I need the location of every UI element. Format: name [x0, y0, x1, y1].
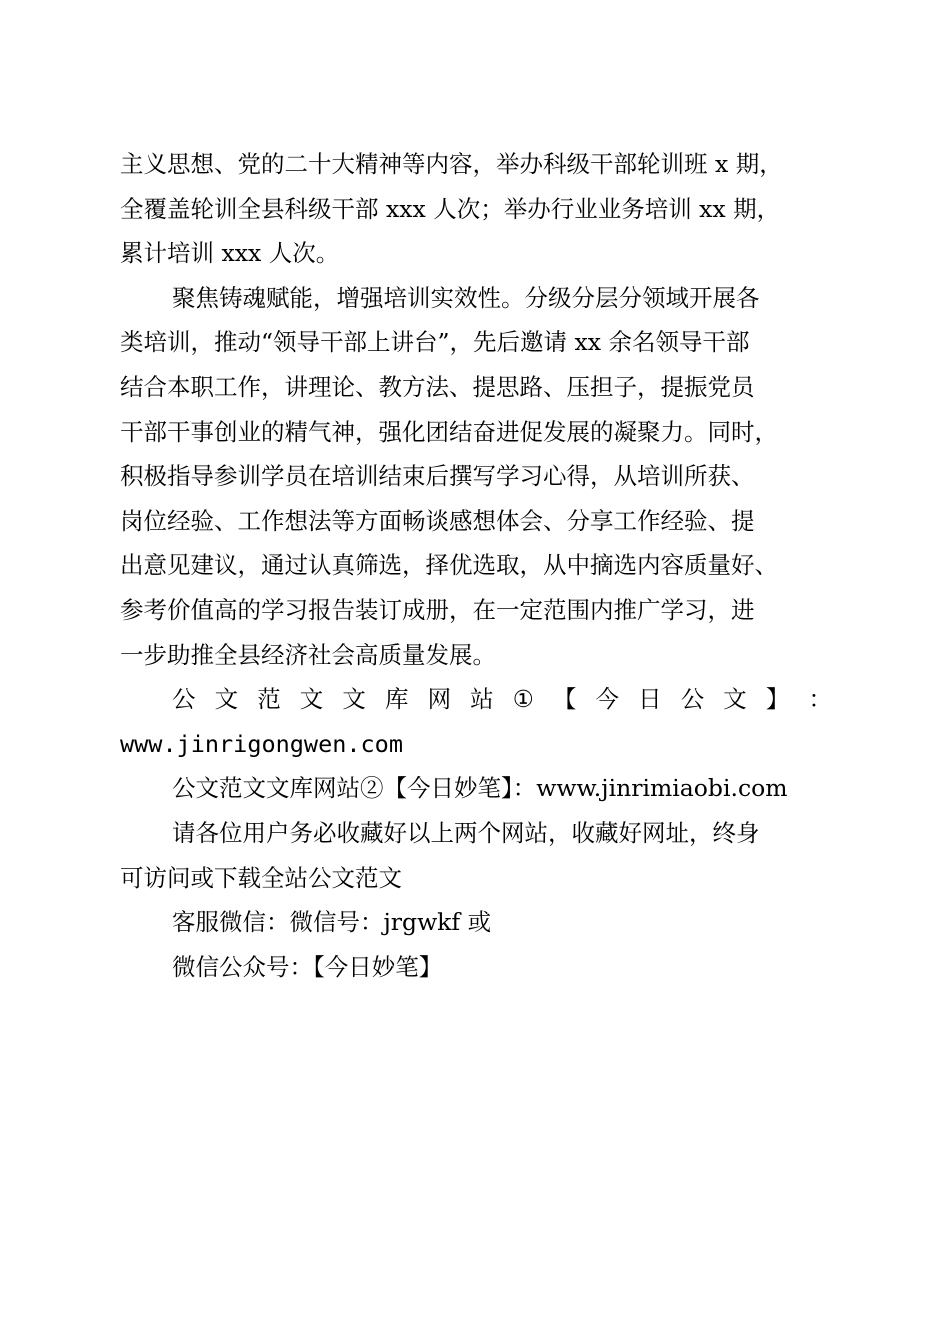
text-line: 主义思想、党的二十大精神等内容，举办科级干部轮训班 x 期，	[120, 150, 783, 178]
paragraph-official-account: 微信公众号：【今日妙笔】	[172, 952, 443, 981]
heading-char: 网	[427, 685, 452, 714]
paragraph-service-wechat: 客服微信：微信号：jrgwkf 或	[172, 908, 492, 937]
text-line: 干部干事创业的精气神，强化团结奋进促发展的凝聚力。同时，	[120, 417, 778, 446]
heading-char: 文	[299, 685, 324, 714]
text-line: 结合本职工作，讲理论、教方法、提思路、压担子，提振党员	[120, 372, 755, 401]
paragraph-site-one	[120, 677, 832, 766]
text-line: 可访问或下载全站公文范文	[120, 863, 402, 892]
text-line: 一步助推全县经济社会高质量发展。	[120, 640, 496, 669]
document-body	[120, 142, 832, 989]
site-one-url: www.jinrigongwen.com	[120, 729, 403, 758]
heading-char: 文	[723, 685, 747, 714]
text-line: 聚焦铸魂赋能，增强培训实效性。分级分层分领域开展各	[172, 283, 760, 312]
heading-char: ：	[808, 685, 832, 714]
paragraph-training-effectiveness	[120, 276, 832, 677]
heading-char: 站	[470, 685, 494, 714]
text-line: 全覆盖轮训全县科级干部 xxx 人次；举办行业业务培训 xx 期，	[120, 194, 781, 223]
heading-char: 】	[765, 685, 790, 714]
paragraph-site-two: 公文范文文库网站②【今日妙笔】：www.jinrimiaobi.com	[172, 774, 788, 803]
text-line: 出意见建议，通过认真筛选，择优选取，从中摘选内容质量好、	[120, 551, 778, 580]
heading-char: 公	[680, 685, 705, 714]
text-line: 岗位经验、工作想法等方面畅谈感想体会、分享工作经验、提	[120, 506, 755, 535]
heading-char: 文	[214, 685, 239, 714]
heading-char: 公	[172, 685, 196, 714]
text-line: 参考价值高的学习报告装订成册，在一定范围内推广学习，进	[120, 595, 755, 624]
text-line: 累计培训 xxx 人次。	[120, 239, 340, 268]
heading-char: ①	[512, 685, 534, 714]
paragraph-notice	[120, 811, 832, 900]
text-line: 类培训，推动“领导干部上讲台”，先后邀请 xx 余名领导干部	[120, 328, 750, 357]
text-line: 请各位用户务必收藏好以上两个网站，收藏好网址，终身	[172, 818, 760, 847]
paragraph-training-coverage	[120, 142, 832, 276]
heading-char: 范	[257, 685, 281, 714]
heading-char: 日	[638, 685, 662, 714]
text-line: 积极指导参训学员在培训结束后撰写学习心得，从培训所获、	[120, 462, 755, 491]
heading-char: 库	[384, 685, 409, 714]
site-one-heading	[120, 677, 832, 722]
heading-char: 今	[595, 685, 620, 714]
heading-char: 【	[552, 685, 577, 714]
heading-char: 文	[342, 685, 366, 714]
